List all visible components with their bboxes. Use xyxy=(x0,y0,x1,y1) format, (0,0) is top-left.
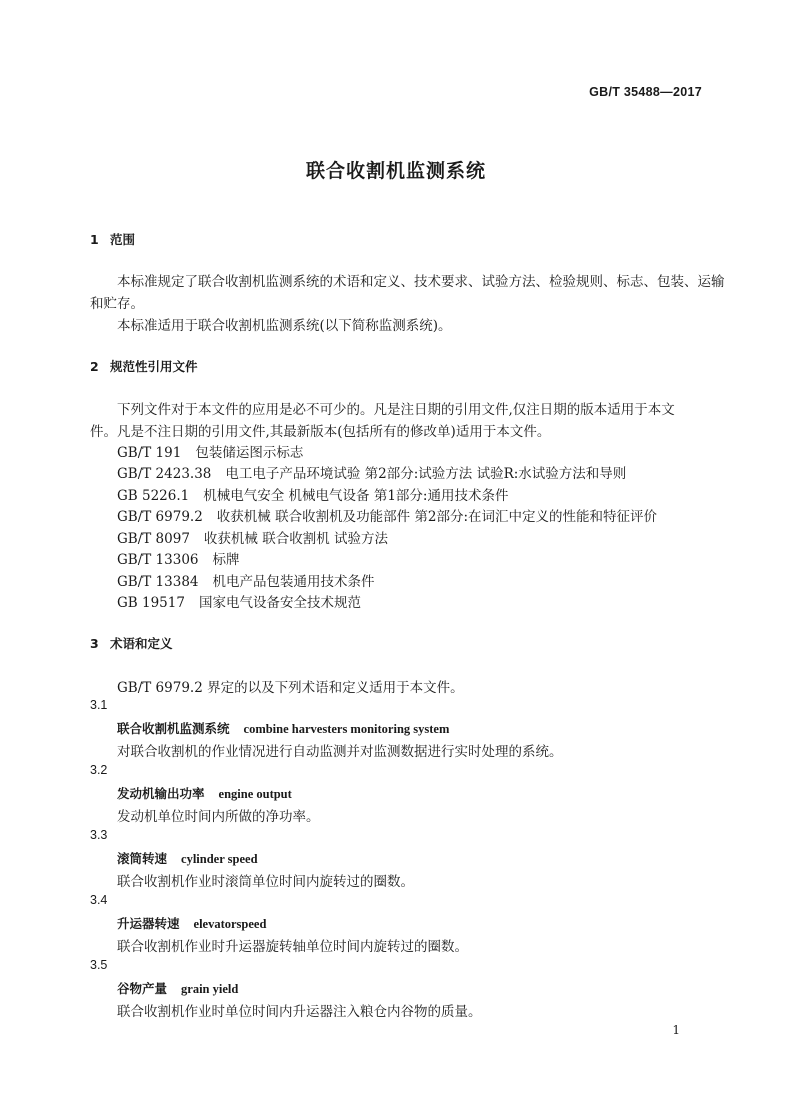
document-title: 联合收割机监测系统 xyxy=(305,160,486,182)
term-english: cylinder speed xyxy=(181,852,258,866)
term-heading xyxy=(117,719,449,737)
term-number: 3.3 xyxy=(90,828,108,842)
reference-item xyxy=(117,591,361,611)
reference-code: GB/T 13306 xyxy=(117,552,199,568)
reference-name: 收获机械 联合收割机及功能部件 第2部分:在词汇中定义的性能和特征评价 xyxy=(216,509,658,525)
reference-code: GB/T 2423.38 xyxy=(117,466,212,482)
term-english: elevatorspeed xyxy=(193,917,267,931)
term-chinese: 联合收割机监测系统 xyxy=(117,721,230,736)
reference-name: 机电产品包装通用技术条件 xyxy=(212,574,375,590)
section-number: 1 xyxy=(90,232,99,247)
section-title: 术语和定义 xyxy=(110,636,173,651)
term-definition: 联合收割机作业时单位时间内升运器注入粮仓内谷物的质量。 xyxy=(117,1004,482,1020)
section-1-para-1-cont: 和贮存。 xyxy=(90,296,144,312)
reference-name: 机械电气安全 机械电气设备 第1部分:通用技术条件 xyxy=(203,488,509,504)
reference-code: GB/T 191 xyxy=(117,445,182,461)
section-title: 范围 xyxy=(110,232,136,247)
reference-code: GB 19517 xyxy=(117,595,185,611)
term-chinese: 谷物产量 xyxy=(117,981,168,996)
section-2-intro: 下列文件对于本文件的应用是必不可少的。凡是注日期的引用文件,仅注日期的版本适用于本文 xyxy=(117,402,675,418)
reference-item xyxy=(117,462,626,482)
reference-code: GB/T 6979.2 xyxy=(117,509,203,525)
reference-item xyxy=(117,527,388,547)
term-number: 3.5 xyxy=(90,958,108,972)
term-chinese: 滚筒转速 xyxy=(117,851,168,866)
term-chinese: 发动机输出功率 xyxy=(117,786,205,801)
section-3-intro: GB/T 6979.2 界定的以及下列术语和定义适用于本文件。 xyxy=(117,680,464,696)
reference-item xyxy=(117,505,657,525)
section-2-heading xyxy=(90,357,198,375)
reference-name: 标牌 xyxy=(212,552,240,568)
section-number: 2 xyxy=(90,359,99,374)
term-english: combine harvesters monitoring system xyxy=(243,722,450,736)
page-number: 1 xyxy=(672,1023,680,1037)
section-number: 3 xyxy=(90,636,99,651)
term-number: 3.4 xyxy=(90,893,108,907)
term-heading xyxy=(117,914,266,932)
term-heading xyxy=(117,979,238,997)
section-3-heading xyxy=(90,634,173,652)
reference-code: GB 5226.1 xyxy=(117,488,190,504)
reference-code: GB/T 13384 xyxy=(117,574,199,590)
section-title: 规范性引用文件 xyxy=(110,359,198,374)
term-definition: 对联合收割机的作业情况进行自动监测并对监测数据进行实时处理的系统。 xyxy=(117,744,563,760)
term-definition: 联合收割机作业时滚筒单位时间内旋转过的圈数。 xyxy=(117,874,414,890)
reference-name: 包装储运图示标志 xyxy=(195,445,304,461)
term-heading xyxy=(117,849,258,867)
reference-item xyxy=(117,484,508,504)
reference-item xyxy=(117,570,375,590)
section-1-heading xyxy=(90,230,135,248)
reference-item xyxy=(117,441,303,461)
term-heading xyxy=(117,784,292,802)
reference-item xyxy=(117,548,240,568)
section-2-intro-cont: 件。凡是不注日期的引用文件,其最新版本(包括所有的修改单)适用于本文件。 xyxy=(90,424,551,440)
reference-name: 国家电气设备安全技术规范 xyxy=(198,595,361,611)
reference-name: 电工电子产品环境试验 第2部分:试验方法 试验R:水试验方法和导则 xyxy=(225,466,627,482)
section-1-para-1: 本标准规定了联合收割机监测系统的术语和定义、技术要求、试验方法、检验规则、标志、包装、运输 xyxy=(117,274,725,290)
term-number: 3.1 xyxy=(90,698,108,712)
term-english: grain yield xyxy=(181,982,239,996)
reference-code: GB/T 8097 xyxy=(117,531,190,547)
term-definition: 联合收割机作业时升运器旋转轴单位时间内旋转过的圈数。 xyxy=(117,939,468,955)
standard-code: GB/T 35488—2017 xyxy=(589,85,702,99)
term-english: engine output xyxy=(218,787,292,801)
section-1-para-2: 本标准适用于联合收割机监测系统(以下简称监测系统)。 xyxy=(117,318,452,334)
term-definition: 发动机单位时间内所做的净功率。 xyxy=(117,809,320,825)
reference-name: 收获机械 联合收割机 试验方法 xyxy=(203,531,388,547)
term-chinese: 升运器转速 xyxy=(117,916,180,931)
term-number: 3.2 xyxy=(90,763,108,777)
